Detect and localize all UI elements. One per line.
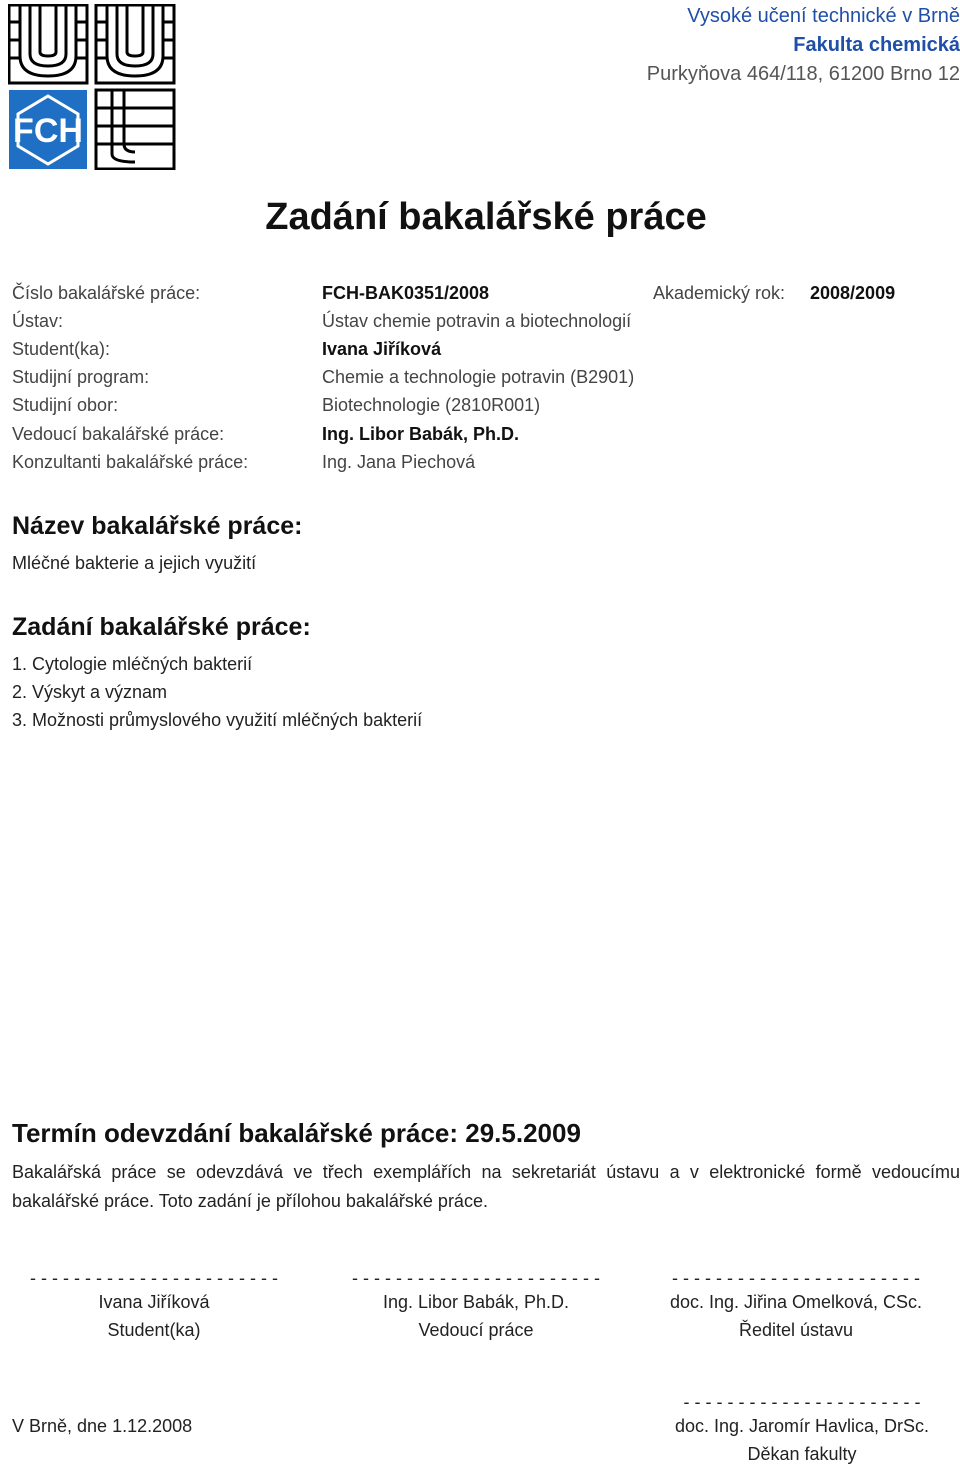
vut-logo-left <box>9 5 87 83</box>
vut-logo-right <box>96 5 174 83</box>
assignment-heading: Zadání bakalářské práce: <box>12 613 311 641</box>
signature-line-supervisor: - - - - - - - - - - - - - - - - - - - - - - - <box>352 1268 600 1288</box>
faculty-address: Purkyňova 464/118, 61200 Brno 12 <box>646 63 960 85</box>
director-name: doc. Ing. Jiřina Omelková, CSc. <box>669 1292 923 1312</box>
faculty-logo <box>8 4 176 170</box>
info-row-program <box>12 363 149 391</box>
program-label: Studijní program: <box>12 367 150 387</box>
student-label: Student(ka): <box>12 339 111 359</box>
info-row-supervisor <box>12 420 224 448</box>
assignment-item: 2. Výskyt a význam <box>12 682 168 702</box>
faculty-name: Fakulta chemická <box>793 34 960 56</box>
document-title: Zadání bakalářské práce <box>265 196 707 238</box>
academic-year-value: 2008/2009 <box>810 283 896 303</box>
institute-value: Ústav chemie potravin a biotechnologií <box>322 311 632 331</box>
student-role: Student(ka) <box>107 1320 201 1340</box>
signature-line-director: - - - - - - - - - - - - - - - - - - - - - - - <box>672 1268 920 1288</box>
field-label: Studijní obor: <box>12 395 119 415</box>
student-value: Ivana Jiříková <box>322 339 442 359</box>
number-label: Číslo bakalářské práce: <box>12 283 201 303</box>
place-and-date: V Brně, dne 1.12.2008 <box>12 1416 193 1436</box>
vut-logo-grid <box>96 90 174 169</box>
signature-line-student: - - - - - - - - - - - - - - - - - - - - - - - <box>30 1268 278 1288</box>
supervisor-label: Vedoucí bakalářské práce: <box>12 424 225 444</box>
supervisor-name: Ing. Libor Babák, Ph.D. <box>382 1292 570 1312</box>
fch-logo-mark <box>9 90 87 169</box>
supervisor-role: Vedoucí práce <box>418 1320 534 1340</box>
dean-name: doc. Ing. Jaromír Havlica, DrSc. <box>674 1416 930 1436</box>
thesis-name-heading: Název bakalářské práce: <box>12 512 303 540</box>
signature-line-dean: - - - - - - - - - - - - - - - - - - - - - - <box>683 1392 921 1412</box>
submission-deadline: Termín odevzdání bakalářské práce: 29.5.2009 <box>12 1118 581 1148</box>
consultants-label: Konzultanti bakalářské práce: <box>12 452 249 472</box>
info-row-number <box>12 279 200 307</box>
svg-text:FCH: FCH <box>13 112 83 150</box>
supervisor-value: Ing. Libor Babák, Ph.D. <box>322 424 520 444</box>
thesis-name-text: Mléčné bakterie a jejich využití <box>12 553 257 573</box>
consultants-value: Ing. Jana Piechová <box>322 452 476 472</box>
info-row-consultants <box>12 448 248 476</box>
dean-role: Děkan fakulty <box>747 1444 857 1464</box>
submission-note: Bakalářská práce se odevzdává ve třech exemplářích na sekretariát ústavu a v elektronické formě vedoucímu bakalářské práce. Toto zadání je přílohou bakalářské práce. <box>12 1162 960 1211</box>
institution-name: Vysoké učení technické v Brně <box>687 5 960 27</box>
student-name: Ivana Jiříková <box>98 1292 210 1312</box>
info-row-student <box>12 335 110 363</box>
info-row-institute <box>12 307 63 335</box>
academic-year-label: Akademický rok: <box>653 283 786 303</box>
info-row-field <box>12 391 118 419</box>
institute-label: Ústav: <box>12 311 64 331</box>
field-value: Biotechnologie (2810R001) <box>322 395 541 415</box>
number-value: FCH-BAK0351/2008 <box>322 283 490 303</box>
assignment-item: 3. Možnosti průmyslového využití mléčných bakterií <box>12 710 423 730</box>
director-role: Ředitel ústavu <box>738 1320 854 1340</box>
assignment-item: 1. Cytologie mléčných bakterií <box>12 654 253 674</box>
program-value: Chemie a technologie potravin (B2901) <box>322 367 635 387</box>
